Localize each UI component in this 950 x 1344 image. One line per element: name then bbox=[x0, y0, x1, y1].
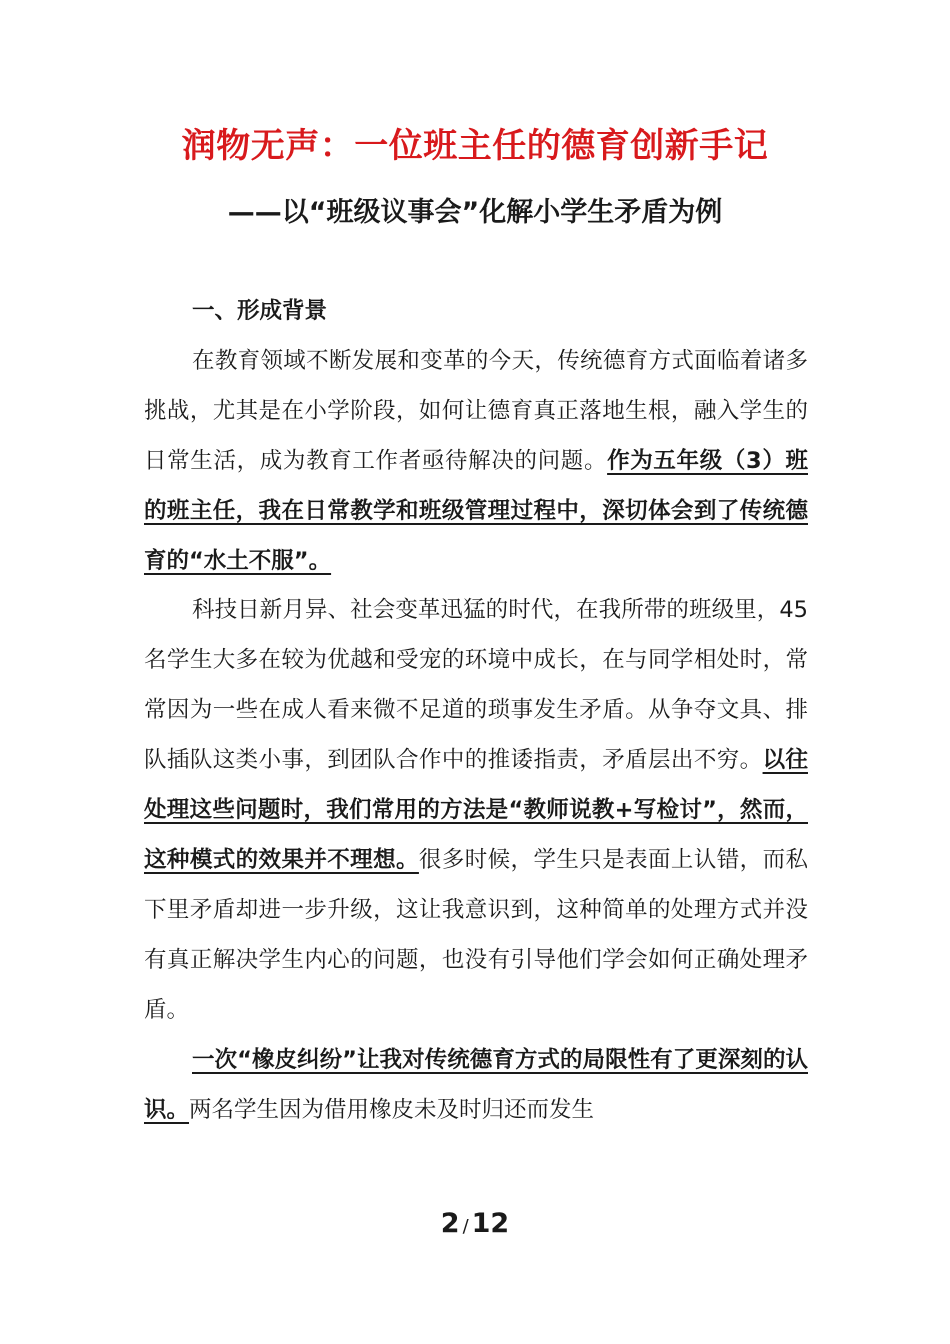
paragraph-3 bbox=[144, 1036, 808, 1136]
paragraph-2-rest: 很多时候，学生只是表面上认错，而私下里矛盾却进一步升级，这让我意识到，这种简单的处理方式并没有真正解决学生内心的问题，也没有引导他们学会如何正确处理矛盾。 bbox=[144, 846, 808, 1023]
section-heading: 一、形成背景 bbox=[192, 298, 328, 324]
paragraph-3-emphasis: 一次“橡皮纠纷”让我对传统德育方式的局限性有了更深刻的认识。 bbox=[144, 1046, 808, 1123]
page-number bbox=[0, 1208, 950, 1239]
document-body bbox=[144, 287, 808, 1135]
paragraph-2-text: 科技日新月异、社会变革迅猛的时代，在我所带的班级里，45 名学生大多在较为优越和受宠的环境中成长，在与同学相处时，常常因为一些在成人看来微不足道的琐事发生矛盾。从争夺文具、排队插队这类小事，到团队合作中的推诿指责，矛盾层出不穷。 bbox=[144, 597, 808, 774]
paragraph-1-emphasis: 作为五年级（3）班的班主任，我在日常教学和班级管理过程中，深切体会到了传统德育的“水土不服”。 bbox=[144, 447, 808, 574]
document-title: 润物无声：一位班主任的德育创新手记 bbox=[181, 126, 769, 166]
paragraph-2-emphasis: 以往处理这些问题时，我们常用的方法是“教师说教+写检讨”，然而，这种模式的效果并不理想。 bbox=[144, 747, 808, 873]
page-total: 12 bbox=[471, 1208, 510, 1239]
page-separator: / bbox=[462, 1216, 469, 1237]
page-current: 2 bbox=[440, 1208, 460, 1239]
paragraph-1-text: 在教育领域不断发展和变革的今天，传统德育方式面临着诸多挑战，尤其是在小学阶段，如何让德育真正落地生根，融入学生的日常生活，成为教育工作者亟待解决的问题。 bbox=[144, 347, 808, 474]
paragraph-3-rest: 两名学生因为借用橡皮未及时归还而发生 bbox=[189, 1096, 595, 1123]
paragraph-1 bbox=[144, 337, 808, 587]
paragraph-2 bbox=[144, 586, 808, 1035]
document-subtitle: ——以“班级议事会”化解小学生矛盾为例 bbox=[227, 197, 723, 228]
